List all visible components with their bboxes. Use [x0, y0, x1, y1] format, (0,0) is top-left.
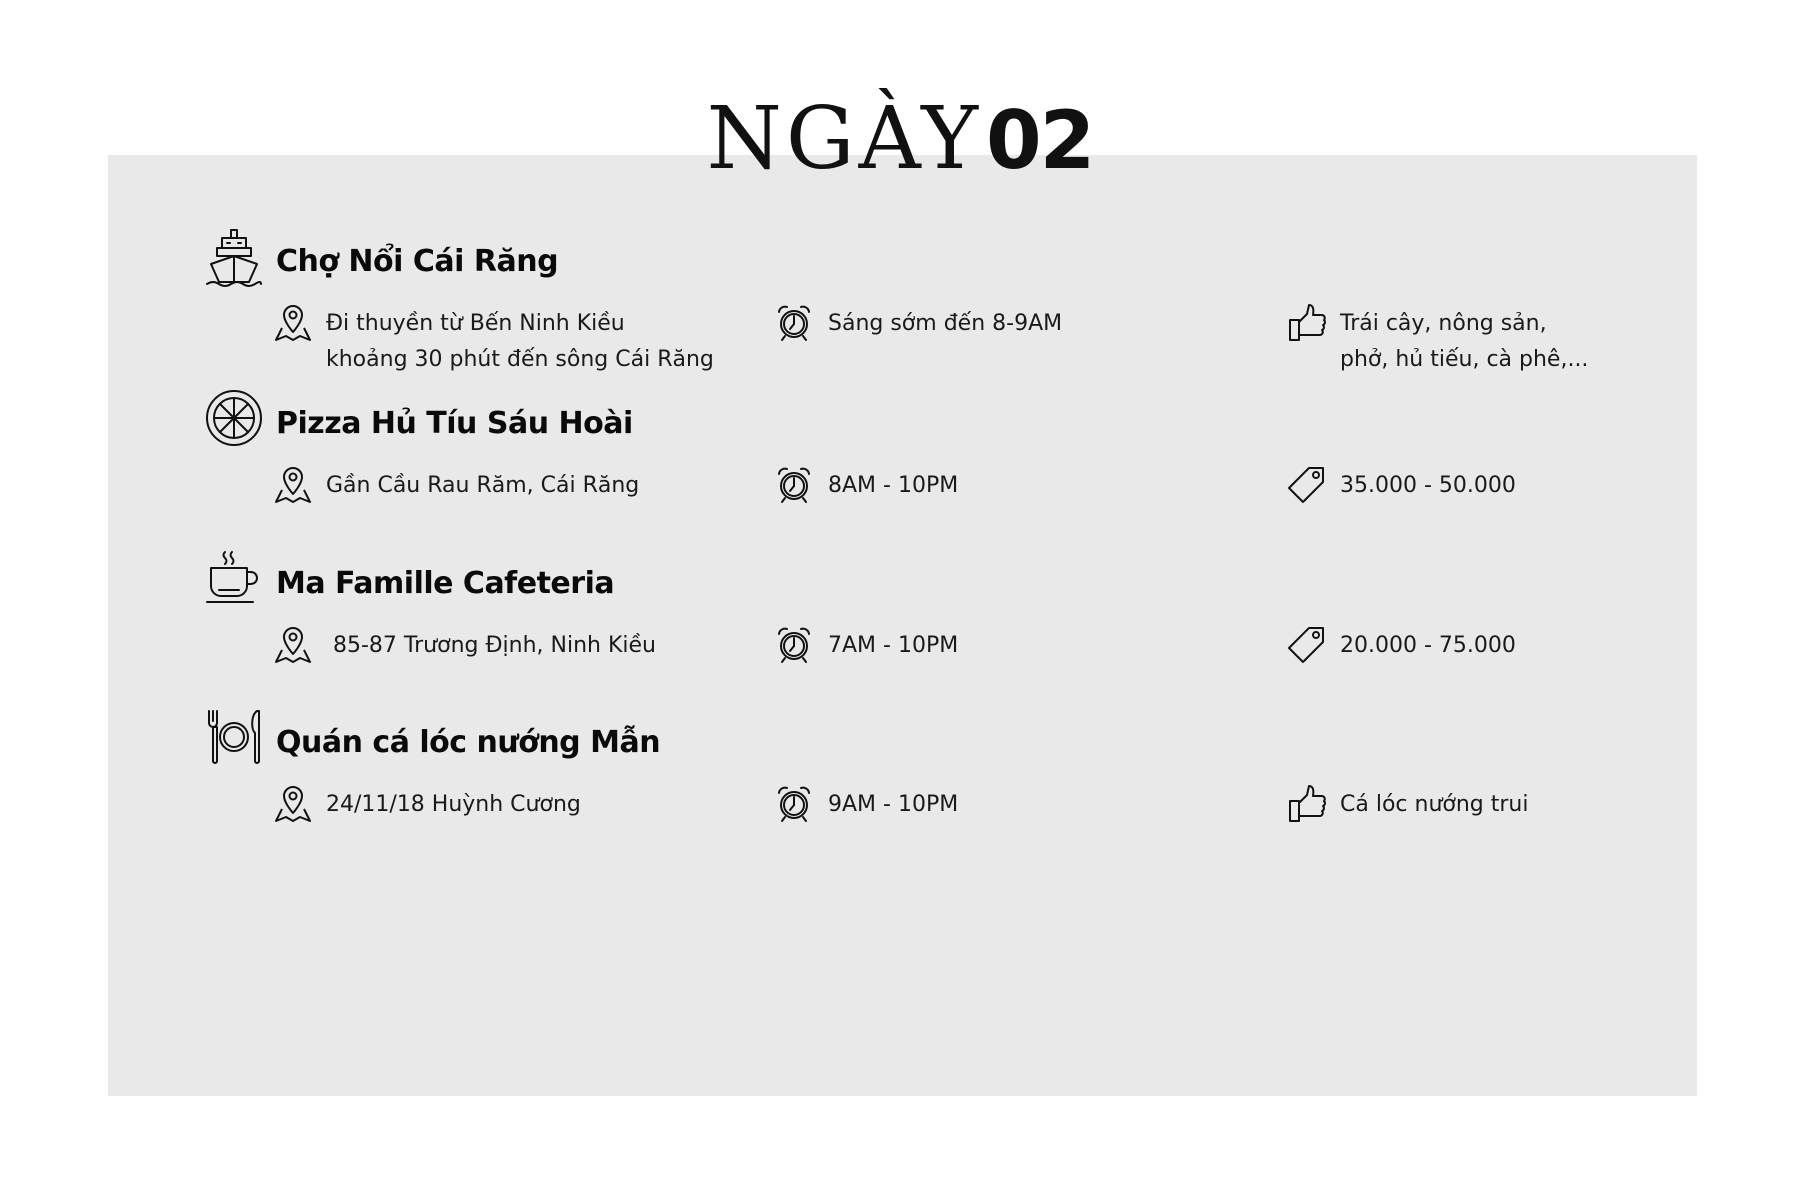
title-number: 02 — [986, 94, 1094, 187]
hours-text: Sáng sớm đến 8-9AM — [828, 311, 1063, 336]
map-pin-icon — [273, 624, 313, 666]
thumbs-up-icon — [1287, 783, 1327, 825]
price-text: 35.000 - 50.000 — [1340, 473, 1516, 498]
map-pin-icon — [273, 464, 313, 506]
section-title: Ma Famille Cafeteria — [276, 566, 615, 601]
coffee-cup-icon — [205, 548, 263, 610]
thumbs-up-icon — [1287, 302, 1327, 344]
highlights-line: phở, hủ tiếu, cà phê,... — [1340, 347, 1589, 372]
location-text — [326, 306, 714, 378]
location-text: 24/11/18 Huỳnh Cương — [326, 792, 581, 817]
section-title: Quán cá lóc nướng Mẫn — [276, 725, 661, 760]
plate-cutlery-icon — [205, 707, 263, 769]
hours-text: 9AM - 10PM — [828, 792, 959, 817]
highlights-line: Trái cây, nông sản, — [1340, 311, 1547, 336]
price-text: 20.000 - 75.000 — [1340, 633, 1516, 658]
hours-text: 8AM - 10PM — [828, 473, 959, 498]
price-tag-icon — [1287, 464, 1327, 506]
highlights-text — [1340, 306, 1588, 378]
section-pizza-hu-tiu-sau-hoai — [0, 388, 1800, 548]
section-title: Chợ Nổi Cái Răng — [276, 244, 559, 279]
location-text: Gần Cầu Rau Răm, Cái Răng — [326, 473, 640, 498]
location-line: khoảng 30 phút đến sông Cái Răng — [326, 347, 714, 372]
map-pin-icon — [273, 783, 313, 825]
alarm-clock-icon — [774, 464, 814, 506]
pizza-icon — [205, 388, 263, 450]
section-title: Pizza Hủ Tíu Sáu Hoài — [276, 406, 633, 441]
price-tag-icon — [1287, 624, 1327, 666]
section-cho-noi-cai-rang — [0, 226, 1800, 386]
alarm-clock-icon — [774, 624, 814, 666]
map-pin-icon — [273, 302, 313, 344]
section-ma-famille-cafeteria — [0, 548, 1800, 708]
hours-text: 7AM - 10PM — [828, 633, 959, 658]
alarm-clock-icon — [774, 302, 814, 344]
location-text: 85-87 Trương Định, Ninh Kiều — [326, 633, 656, 658]
ship-icon — [205, 226, 263, 288]
location-line: Đi thuyền từ Bến Ninh Kiều — [326, 311, 625, 336]
highlights-text: Cá lóc nướng trui — [1340, 792, 1529, 817]
title-word: NGÀY — [706, 89, 982, 189]
page-title — [0, 89, 1800, 189]
section-quan-ca-loc-nuong-man — [0, 707, 1800, 867]
alarm-clock-icon — [774, 783, 814, 825]
